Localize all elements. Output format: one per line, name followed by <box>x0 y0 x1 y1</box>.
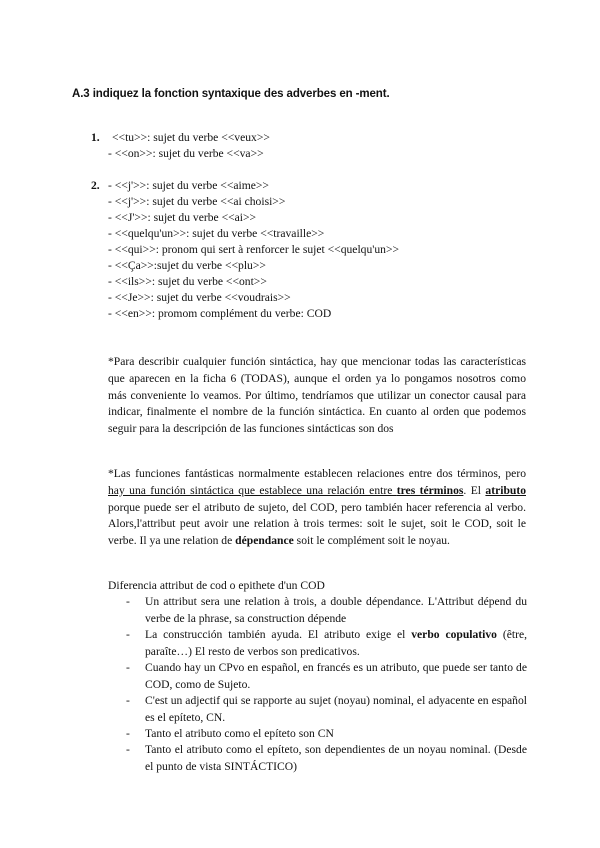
section-2-line: - <<qui>>: pronom qui sert à renforcer le sujet <<quelqu'un>> <box>108 243 400 256</box>
note2-text: *Las funciones fantásticas normalmente establecen relaciones entre dos términos, pero <box>108 467 526 480</box>
bullet-dash: - <box>126 727 130 740</box>
bullet-text: La construcción también ayuda. El atributo exige el <box>145 628 412 641</box>
bullet-dash: - <box>126 595 130 608</box>
note-paragraph-1: *Para describir cualquier función sintáctica, hay que mencionar todas las características que aparecen en la ficha 6 (TODAS), aunque el orden ya lo pongamos nosotros como más conveniente lo veamos. Por último, tendríamos que utilizar un conector causal para indicar, finalmente el nombre de la función sintáctica. En cuanto al orden que podemos seguir para la descripción de las funciones sintácticas son dos <box>108 355 526 436</box>
difference-title: Diferencia attribut de cod o epithete d'un COD <box>108 579 325 592</box>
bullet-dash: - <box>126 628 130 641</box>
bullet-item: Un attribut sera une relation à trois, a double dépendance. L'Attribut dépend du verbe de la phrase, sa construction dépende <box>145 595 527 625</box>
note2-text: soit le complément soit le noyau. <box>293 534 450 548</box>
bullet-item: Tanto el atributo como el epíteto son CN <box>145 727 334 740</box>
section-2-line: - <<Je>>: sujet du verbe <<voudrais>> <box>108 291 291 304</box>
section-2-line: - <<j'>>: sujet du verbe <<aime>> <box>108 179 269 192</box>
bullet-item: Tanto el atributo como el epíteto, son dependientes de un noyau nominal. (Desde el punto de vista SINTÁCTICO) <box>145 743 527 773</box>
section-2-line: - <<quelqu'un>>: sujet du verbe <<travaille>> <box>108 227 325 240</box>
section-2-line: - <<Ça>>:sujet du verbe <<plu>> <box>108 259 266 272</box>
section-2-line: - <<ils>>: sujet du verbe <<ont>> <box>108 275 267 288</box>
page-heading: A.3 indiquez la fonction syntaxique des adverbes en -ment. <box>72 88 390 100</box>
bullet-dash: - <box>126 661 130 674</box>
bullet-item: C'est un adjectif qui se rapporte au sujet (noyau) nominal, el adyacente en español es el epíteto, CN. <box>145 694 527 724</box>
bullet-bold: verbo copulativo <box>411 628 497 641</box>
note2-bold: dépendance <box>235 534 294 548</box>
section-1-line: - <<on>>: sujet du verbe <<va>> <box>108 147 264 160</box>
section-2-number: 2. <box>91 179 100 192</box>
bullet-item <box>145 627 527 660</box>
bullet-dash: - <box>126 694 130 707</box>
section-1-number: 1. <box>91 131 100 144</box>
note2-bold-underlined: atributo <box>485 483 526 497</box>
bullet-dash: - <box>126 743 130 756</box>
bullet-text: (être, paraîte…) El resto de verbos son predicativos. <box>145 628 527 658</box>
section-2-line: - <<j'>>: sujet du verbe <<ai choisi>> <box>108 195 286 208</box>
bullet-item: Cuando hay un CPvo en español, en francés es un atributo, que puede ser tanto de COD, como de Sujeto. <box>145 661 527 691</box>
note-paragraph-2 <box>108 466 526 550</box>
note2-underlined: hay una función sintáctica que establece una relación entre <box>108 483 397 497</box>
note2-text: . El <box>463 483 486 497</box>
note2-bold-underlined: tres términos <box>396 483 464 497</box>
section-1-line: <<tu>>: sujet du verbe <<veux>> <box>112 131 270 144</box>
note2-text: porque puede ser el atributo de sujeto, del COD, pero también hacer referencia al verbo. Alors,l'attribut peut avoir une relation à trois termes: soit le sujet, soit le COD, soit le verbe. Il ya une relation de <box>108 500 526 548</box>
section-2-line: - <<en>>: promom complément du verbe: COD <box>108 307 332 320</box>
section-2-line: - <<J'>>: sujet du verbe <<ai>> <box>108 211 257 224</box>
